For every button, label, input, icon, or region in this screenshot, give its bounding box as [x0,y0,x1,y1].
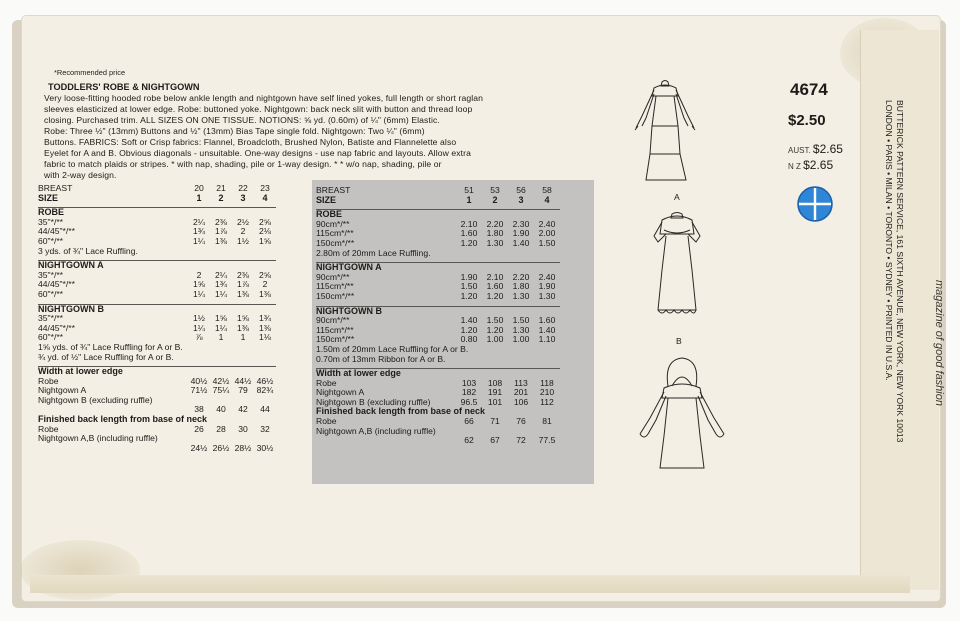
cell-value: 42 [238,404,248,415]
cell-value: 1.30 [538,290,556,301]
row-label: Nightgown A [38,385,87,396]
cell-value: 32 [260,423,270,434]
cell-value: 21 [216,183,226,193]
row-label: SIZE [38,192,59,203]
cell-value: 1.30 [512,324,530,335]
cell-value: 2 [492,194,498,205]
cell-value: 201 [513,387,529,398]
row-label: 1⅝ yds. of ¾" Lace Ruffling for A or B. [38,341,183,352]
cell-value: 182 [461,387,477,398]
row-label: NIGHTGOWN A [38,260,104,271]
cell-value: 26½ [212,442,230,453]
cell-value: 1¼ [193,235,205,246]
cell-value: 2.40 [538,218,556,229]
row-label: Width at lower edge [38,366,123,377]
cell-value: 1.00 [512,334,530,345]
note-row [38,247,276,257]
cell-value: 76 [516,416,526,427]
row-label: Nightgown A,B (including ruffle) [316,425,436,436]
cell-value: 1.80 [512,281,530,292]
cell-value: 1.00 [486,334,504,345]
cell-value: 1 [218,332,224,343]
cell-value: 2.20 [512,271,530,282]
row-label: Robe [38,375,59,386]
cell-value: 1.80 [486,228,504,239]
size-row [38,194,276,204]
cell-value: 28 [216,423,226,434]
cell-value: 62 [464,435,474,446]
description-line: Eyelet for A and B. Obvious diagonals - unsuitable. One-way designs - use nap fabric and layouts. Allow extra [44,148,471,158]
cell-value: 101 [487,396,503,407]
description-line: Buttons. FABRICS: Soft or Crisp fabrics: Flannel, Broadcloth, Brushed Nylon, Batiste and Flannelette also [44,137,457,147]
row-label: Finished back length from base of neck [316,406,486,417]
row-label: 2.80m of 20mm Lace Ruffling. [316,247,431,258]
row-label: BREAST [316,185,351,195]
table-row [38,444,276,454]
row-label: 35"*/** [38,216,64,227]
row-label: 35"*/** [38,269,64,280]
cell-value: 2⅝ [259,216,271,227]
cell-value: 40½ [190,375,208,386]
table-row [316,292,560,302]
table-row [38,290,276,300]
size-badge-icon [796,185,834,223]
cell-value: 1.30 [486,237,504,248]
cell-value: 66 [464,416,474,427]
description-line: closing. Purchased trim. ALL SIZES ON ONE TISSUE. NOTIONS: ⅝ yd. (0.60m) of ¼" (6mm) Elastic. [44,115,440,125]
row-label: NIGHTGOWN B [38,303,104,314]
cell-value: 1½ [193,313,205,324]
row-label: 44/45"*/** [38,279,75,290]
row-label: ROBE [38,207,65,218]
description-line: fabric to match plaids or stripes. * with nap, shading, pile or 1-way design. * * w/o nap, shading, pile or [44,159,442,169]
cell-value: 0.80 [460,334,478,345]
cell-value: 51 [464,185,474,195]
cell-value: 1 [196,192,202,203]
cell-value: 1⅜ [237,288,249,299]
cell-value: 191 [487,387,503,398]
row-label [38,444,188,454]
cell-value: 71½ [190,385,208,396]
cell-value: 44 [260,404,270,415]
cell-value: 108 [487,377,503,388]
imperial-yardage-table [38,184,276,453]
cell-value: 1.50 [538,237,556,248]
cell-value: 1⅝ [215,313,227,324]
row-label: 115cm*/** [316,324,354,335]
cell-value: 1⅞ [215,226,227,237]
row-label [316,436,456,446]
cell-value: 2¼ [215,269,227,280]
cell-value: 1.20 [486,290,504,301]
cell-value: 20 [194,183,204,193]
cell-value: 30 [238,423,248,434]
cell-value: 71 [490,416,500,427]
cell-value: 1.20 [460,237,478,248]
cell-value: 2.00 [538,228,556,239]
cell-value: 30½ [256,442,274,453]
cell-value: 103 [461,377,477,388]
row-label: NIGHTGOWN B [316,305,382,316]
description-line: sleeves elasticized at lower edge. Robe: buttoned yoke. Nightgown: back neck slit with button and thread loop [44,104,473,114]
magazine-text: magazine of good fashion [933,280,945,406]
description-line: Robe: Three ½" (13mm) Buttons and ½" (13mm) Bias Tape single fold. Nightgown: Two ¼" (6mm) [44,126,425,136]
row-label: Nightgown A,B (including ruffle) [38,433,158,444]
description-line: Very loose-fitting hooded robe below ankle length and nightgown have self lined yokes, full length or short raglan [44,93,483,103]
row-label: 1.50m of 20mm Lace Ruffling for A or B. [316,343,469,354]
view-b-caption: B [676,336,682,346]
cell-value: 1⅞ [237,279,249,290]
row-label: Nightgown A [316,387,365,398]
cell-value: 1.10 [538,334,556,345]
cell-value: 2.10 [486,271,504,282]
row-label: Robe [316,416,337,427]
cell-value: 44½ [234,375,252,386]
cell-value: 1.40 [538,324,556,335]
row-label: Robe [38,423,59,434]
row-label: Robe [316,377,337,388]
nightgown-b-illustration [646,210,708,326]
row-label: 150cm*/** [316,334,355,345]
row-label: ROBE [316,209,343,220]
cell-value: 1¾ [259,313,271,324]
cell-value: 26 [194,423,204,434]
table-row [316,436,560,446]
cell-value: 22 [238,183,248,193]
cell-value: 1.40 [512,237,530,248]
row-label: 115cm*/** [316,228,354,239]
cell-value: 1 [466,194,472,205]
cell-value: 2.30 [512,218,530,229]
view-a-caption: A [674,192,680,202]
cell-value: 1.20 [486,324,504,335]
cell-value: 2 [240,226,246,237]
cell-value: 2½ [237,216,249,227]
hooded-robe-illustration [634,356,730,476]
cell-value: 1⅝ [237,313,249,324]
row-label: ¾ yd. of ½" Lace Ruffling for A or B. [38,351,174,362]
cell-value: 79 [238,385,248,396]
robe-a-illustration [630,76,700,188]
cell-value: 1¾ [193,226,205,237]
row-label: 150cm*/** [316,237,355,248]
row-label: 44/45"*/** [38,322,75,333]
cell-value: 2.10 [460,218,478,229]
cell-value: 1¼ [215,322,227,333]
cell-value: 1.50 [460,281,478,292]
cell-value: 1.90 [512,228,530,239]
cell-value: 81 [542,416,552,427]
cell-value: 1⅜ [237,322,249,333]
cell-value: 1.90 [538,281,556,292]
cell-value: 113 [514,377,528,388]
cell-value: 1½ [237,235,249,246]
cell-value: 23 [260,183,270,193]
cell-value: 1.50 [486,315,504,326]
row-label: Nightgown B (excluding ruffle) [316,396,431,407]
row-label: 35"*/** [38,313,64,324]
cell-value: 77.5 [538,435,556,446]
cell-value: 106 [513,396,529,407]
cell-value: 2¼ [193,216,205,227]
row-label: 90cm*/** [316,218,350,229]
cell-value: 4 [262,192,268,203]
row-label: SIZE [316,194,337,205]
cell-value: 1⅝ [259,235,271,246]
row-label: 60"*/** [38,288,64,299]
note-row [316,355,560,365]
cell-value: 2⅜ [237,269,249,280]
cell-value: 3 [240,192,246,203]
cell-value: 1¼ [193,322,205,333]
row-label: 60"*/** [38,332,64,343]
cell-value: 1⅜ [215,235,227,246]
row-label: 90cm*/** [316,271,350,282]
cell-value: 1.20 [460,290,478,301]
row-label: 0.70m of 13mm Ribbon for A or B. [316,353,446,364]
row-label: 44/45"*/** [38,226,75,237]
cell-value: 2 [218,192,224,203]
cell-value: 1¼ [193,288,205,299]
cell-value: 1⅜ [259,288,271,299]
cell-value: 2 [262,279,268,290]
description-line: with 2-way design. [44,170,117,180]
cell-value: 1⅛ [259,332,271,343]
cell-value: 75¼ [212,385,230,396]
cell-value: 1.40 [460,315,478,326]
row-label: 90cm*/** [316,315,350,326]
price: $2.50 [788,112,826,129]
cell-value: 82¾ [256,385,274,396]
note-row [316,249,560,259]
row-label: 115cm*/** [316,281,354,292]
cell-value: 42½ [212,375,230,386]
cell-value: 67 [490,435,500,446]
cell-value: 24½ [190,442,208,453]
cell-value: 1.60 [538,315,556,326]
row-label: Nightgown B (excluding ruffle) [38,394,153,405]
cell-value: 118 [540,377,554,388]
cell-value: 1¼ [215,288,227,299]
cell-value: 2.20 [486,218,504,229]
cell-value: 210 [539,387,555,398]
cell-value: 58 [542,185,552,195]
cell-value: 4 [544,194,550,205]
nz-price: N Z $2.65 [788,158,834,172]
cell-value: 56 [516,185,526,195]
cell-value: 2⅜ [215,216,227,227]
envelope-fold [30,575,910,593]
row-label: 150cm*/** [316,290,355,301]
row-label: Finished back length from base of neck [38,414,208,425]
cell-value: 112 [540,396,554,407]
cell-value: 1.50 [512,315,530,326]
cell-value: ⅞ [195,332,203,343]
pattern-number: 4674 [790,80,828,99]
cell-value: 2⅝ [259,269,271,280]
cell-value: 38 [194,404,204,415]
cell-value: 1⅜ [259,322,271,333]
cell-value: 96.5 [460,396,478,407]
row-label: BREAST [38,183,73,193]
cell-value: 53 [490,185,500,195]
cell-value: 1 [240,332,246,343]
cell-value: 1¾ [215,279,227,290]
pattern-title: TODDLERS' ROBE & NIGHTGOWN [48,82,200,92]
cell-value: 3 [518,194,524,205]
cell-value: 46½ [256,375,274,386]
cell-value: 1⅝ [193,279,205,290]
size-row [316,196,560,206]
note-row [38,353,276,363]
cell-value: 1.60 [486,281,504,292]
aust-price: AUST. $2.65 [788,142,843,156]
description [44,93,483,181]
cell-value: 28½ [234,442,252,453]
cell-value: 1.20 [460,324,478,335]
metric-yardage-table [316,186,560,446]
row-label: 3 yds. of ¾" Lace Ruffling. [38,245,138,256]
publisher-address: BUTTERICK PATTERN SERVICE, 161 SIXTH AVENUE, NEW YORK, NEW YORK 10013 LONDON • PARIS • MILAN • TORONTO • SYDNEY • PRINTED IN U.S.A. [884,100,905,443]
cell-value: 40 [216,404,226,415]
row-label: Width at lower edge [316,368,401,379]
row-label: 60"*/** [38,235,64,246]
cell-value: 2.40 [538,271,556,282]
cell-value: 72 [516,435,526,446]
cell-value: 2⅛ [259,226,271,237]
recommended-note: *Recommended price [54,68,126,77]
row-label: NIGHTGOWN A [316,262,382,273]
cell-value: 1.60 [460,228,478,239]
cell-value: 1.90 [460,271,478,282]
cell-value: 1.30 [512,290,530,301]
cell-value: 2 [196,269,202,280]
